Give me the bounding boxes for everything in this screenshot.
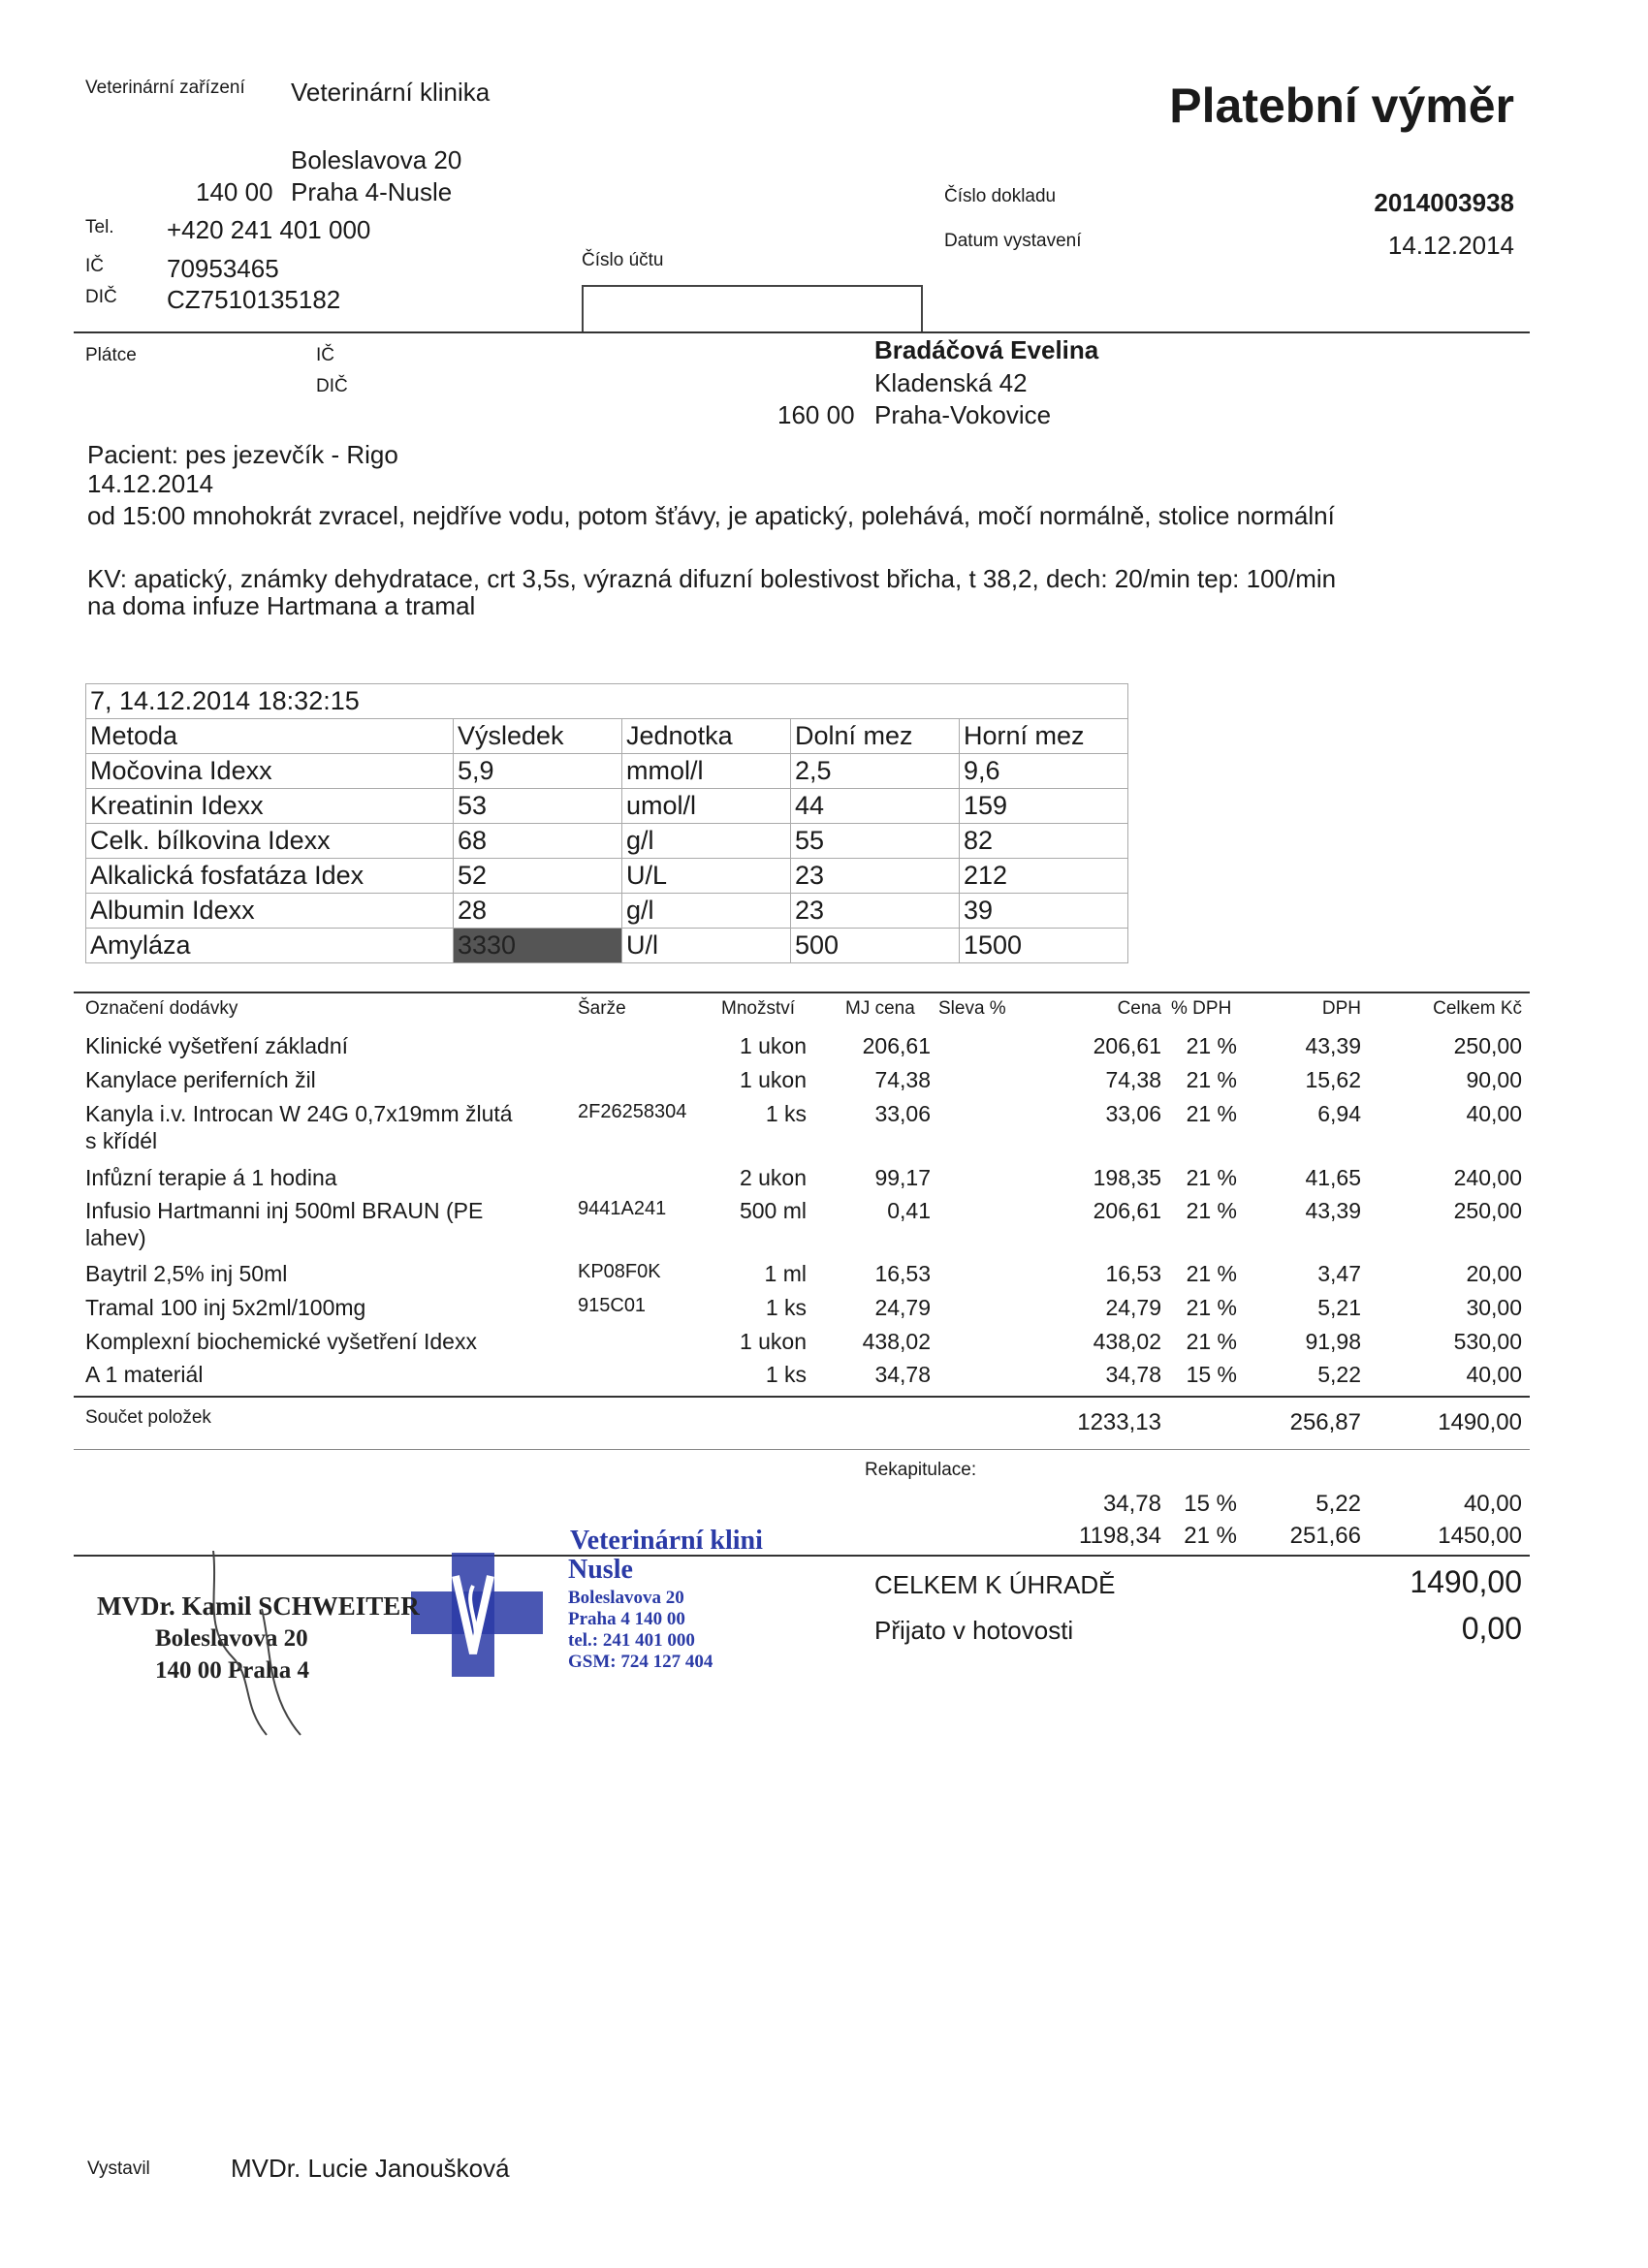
item-unit-price: 99,17 bbox=[874, 1165, 931, 1190]
item-name: Baytril 2,5% inj 50ml bbox=[85, 1261, 288, 1286]
lab-column-headers bbox=[86, 719, 1128, 754]
sum-vat: 256,87 bbox=[1289, 1409, 1361, 1435]
lab-col-unit: Jednotka bbox=[622, 719, 791, 754]
lab-header-row bbox=[86, 684, 1128, 719]
item-qty: 1 ukon bbox=[739, 1067, 807, 1092]
table-row bbox=[0, 1198, 1648, 1256]
sum-divider bbox=[74, 1396, 1530, 1398]
payer-ic-label: IČ bbox=[316, 345, 334, 365]
item-price: 34,78 bbox=[1105, 1362, 1161, 1387]
item-batch: KP08F0K bbox=[578, 1261, 661, 1282]
lab-result: 5,9 bbox=[454, 754, 622, 789]
sum-label: Součet položek bbox=[85, 1407, 211, 1428]
clinic-dic-label: DIČ bbox=[85, 287, 117, 307]
items-col-qty: Množství bbox=[721, 998, 796, 1019]
item-vat: 41,65 bbox=[1305, 1165, 1361, 1190]
payer-label: Plátce bbox=[85, 345, 137, 365]
lab-row bbox=[86, 754, 1128, 789]
item-vat: 91,98 bbox=[1305, 1329, 1361, 1354]
item-name-cont: lahev) bbox=[85, 1225, 146, 1250]
item-name: Kanylace periferních žil bbox=[85, 1067, 316, 1092]
signature-stamp-city: 140 00 Praha 4 bbox=[155, 1657, 310, 1684]
item-qty: 1 ks bbox=[765, 1362, 807, 1387]
item-batch: 2F26258304 bbox=[578, 1101, 687, 1122]
item-unit-price: 206,61 bbox=[862, 1033, 931, 1058]
lab-row bbox=[86, 789, 1128, 824]
stamp-line5: tel.: 241 401 000 bbox=[568, 1630, 695, 1651]
item-unit-price: 24,79 bbox=[874, 1295, 931, 1320]
exam-text: KV: apatický, známky dehydratace, crt 3,5s, výrazná difuzní bolestivost břicha, t 38,2, dech: 20/min tep: 100/min bbox=[87, 564, 1337, 593]
item-total: 250,00 bbox=[1453, 1198, 1522, 1223]
recap-vat-rate: 15 % bbox=[1184, 1491, 1237, 1517]
lab-row bbox=[86, 929, 1128, 963]
payer-name: Bradáčová Evelina bbox=[874, 335, 1099, 364]
lab-method: Celk. bílkovina Idexx bbox=[86, 824, 454, 859]
item-price: 206,61 bbox=[1093, 1033, 1161, 1058]
item-qty: 1 ukon bbox=[739, 1033, 807, 1058]
lab-result: 53 bbox=[454, 789, 622, 824]
item-price: 438,02 bbox=[1093, 1329, 1161, 1354]
lab-unit: g/l bbox=[622, 894, 791, 929]
table-row bbox=[0, 1033, 1648, 1066]
item-vat-rate: 21 % bbox=[1186, 1165, 1237, 1190]
document-title: Platební výměr bbox=[1169, 79, 1514, 133]
lab-upper: 159 bbox=[960, 789, 1128, 824]
lab-result: 28 bbox=[454, 894, 622, 929]
lab-lower: 55 bbox=[791, 824, 960, 859]
lab-unit: mmol/l bbox=[622, 754, 791, 789]
lab-col-result: Výsledek bbox=[454, 719, 622, 754]
clinic-tel: +420 241 401 000 bbox=[167, 215, 371, 244]
lab-col-upper: Horní mez bbox=[960, 719, 1128, 754]
recap-price: 1198,34 bbox=[1079, 1523, 1161, 1549]
item-total: 20,00 bbox=[1466, 1261, 1522, 1286]
item-price: 24,79 bbox=[1105, 1295, 1161, 1320]
item-name: Komplexní biochemické vyšetření Idexx bbox=[85, 1329, 477, 1354]
item-vat-rate: 21 % bbox=[1186, 1033, 1237, 1058]
payer-street: Kladenská 42 bbox=[874, 368, 1028, 397]
item-vat-rate: 21 % bbox=[1186, 1261, 1237, 1286]
lab-unit: g/l bbox=[622, 824, 791, 859]
lab-run-header: 7, 14.12.2014 18:32:15 bbox=[86, 684, 1128, 719]
handwritten-signature-icon bbox=[174, 1551, 320, 1745]
item-unit-price: 34,78 bbox=[874, 1362, 931, 1387]
recap-total: 1450,00 bbox=[1438, 1523, 1522, 1549]
sum-price: 1233,13 bbox=[1077, 1409, 1161, 1435]
item-name: Klinické vyšetření základní bbox=[85, 1033, 349, 1058]
item-qty: 500 ml bbox=[739, 1198, 807, 1223]
payer-zip: 160 00 bbox=[777, 400, 855, 429]
item-total: 240,00 bbox=[1453, 1165, 1522, 1190]
item-qty: 1 ks bbox=[765, 1295, 807, 1320]
issued-by-name: MVDr. Lucie Janoušková bbox=[231, 2154, 510, 2183]
header-divider bbox=[74, 331, 1530, 333]
table-row bbox=[0, 1067, 1648, 1100]
item-price: 33,06 bbox=[1105, 1101, 1161, 1126]
item-name: A 1 materiál bbox=[85, 1362, 204, 1387]
recap-price: 34,78 bbox=[1102, 1491, 1161, 1517]
items-col-vat: DPH bbox=[1321, 998, 1361, 1019]
item-price: 74,38 bbox=[1105, 1067, 1161, 1092]
table-row bbox=[0, 1101, 1648, 1159]
stamp-line1: Veterinární klini bbox=[570, 1526, 763, 1556]
sum-total: 1490,00 bbox=[1438, 1409, 1522, 1435]
account-label: Číslo účtu bbox=[582, 250, 664, 270]
lab-method: Kreatinin Idexx bbox=[86, 789, 454, 824]
items-col-discount: Sleva % bbox=[938, 998, 1006, 1019]
item-vat: 43,39 bbox=[1305, 1033, 1361, 1058]
lab-upper: 82 bbox=[960, 824, 1128, 859]
clinic-dic: CZ7510135182 bbox=[167, 285, 341, 314]
item-price: 198,35 bbox=[1093, 1165, 1161, 1190]
clinic-ic-label: IČ bbox=[85, 256, 104, 276]
item-total: 250,00 bbox=[1453, 1033, 1522, 1058]
issue-date: 14.12.2014 bbox=[1387, 231, 1514, 260]
lab-method: Amyláza bbox=[86, 929, 454, 963]
signature-stamp-street: Boleslavova 20 bbox=[155, 1625, 308, 1652]
item-total: 40,00 bbox=[1466, 1101, 1522, 1126]
lab-row bbox=[86, 859, 1128, 894]
payer-dic-label: DIČ bbox=[316, 376, 348, 396]
clinic-city: Praha 4-Nusle bbox=[291, 177, 453, 206]
recap-total: 40,00 bbox=[1463, 1491, 1522, 1517]
item-total: 530,00 bbox=[1453, 1329, 1522, 1354]
notes-date: 14.12.2014 bbox=[87, 469, 214, 498]
payer-city: Praha-Vokovice bbox=[874, 400, 1052, 429]
lab-result: 52 bbox=[454, 859, 622, 894]
lab-result: 68 bbox=[454, 824, 622, 859]
lab-col-method: Metoda bbox=[86, 719, 454, 754]
stamp-line2: Nusle bbox=[568, 1555, 633, 1585]
vet-cross-logo-icon bbox=[405, 1547, 551, 1683]
item-vat: 5,21 bbox=[1317, 1295, 1361, 1320]
lab-row bbox=[86, 894, 1128, 929]
item-price: 206,61 bbox=[1093, 1198, 1161, 1223]
item-qty: 1 ks bbox=[765, 1101, 807, 1126]
recap-label: Rekapitulace: bbox=[865, 1460, 977, 1480]
item-vat-rate: 21 % bbox=[1186, 1067, 1237, 1092]
items-col-unit-price: MJ cena bbox=[845, 998, 915, 1019]
item-vat: 3,47 bbox=[1317, 1261, 1361, 1286]
lab-method: Albumin Idexx bbox=[86, 894, 454, 929]
table-row bbox=[0, 1362, 1648, 1395]
stamp-line3: Boleslavova 20 bbox=[568, 1588, 684, 1608]
item-vat-rate: 21 % bbox=[1186, 1329, 1237, 1354]
recap-vat: 251,66 bbox=[1289, 1523, 1361, 1549]
lab-unit: U/L bbox=[622, 859, 791, 894]
clinic-label: Veterinární zařízení bbox=[85, 78, 245, 98]
item-batch: 915C01 bbox=[578, 1295, 647, 1316]
lab-unit: U/l bbox=[622, 929, 791, 963]
item-total: 40,00 bbox=[1466, 1362, 1522, 1387]
item-qty: 1 ml bbox=[764, 1261, 807, 1286]
item-unit-price: 438,02 bbox=[862, 1329, 931, 1354]
lab-lower: 44 bbox=[791, 789, 960, 824]
history-text: od 15:00 mnohokrát zvracel, nejdříve vodu, potom šťávy, je apatický, polehává, močí normálně, stolice normální bbox=[87, 501, 1335, 530]
cash-received-label: Přijato v hotovosti bbox=[874, 1616, 1074, 1645]
patient-line: Pacient: pes jezevčík - Rigo bbox=[87, 440, 398, 469]
item-total: 90,00 bbox=[1466, 1067, 1522, 1092]
lab-col-lower: Dolní mez bbox=[791, 719, 960, 754]
item-unit-price: 74,38 bbox=[874, 1067, 931, 1092]
items-col-price: Cena bbox=[1117, 998, 1161, 1019]
item-vat: 5,22 bbox=[1317, 1362, 1361, 1387]
items-col-name: Označení dodávky bbox=[85, 998, 238, 1019]
table-row bbox=[0, 1165, 1648, 1198]
recap-vat-rate: 21 % bbox=[1184, 1523, 1237, 1549]
lab-unit: umol/l bbox=[622, 789, 791, 824]
lab-lower: 23 bbox=[791, 859, 960, 894]
issue-date-label: Datum vystavení bbox=[944, 231, 1082, 251]
stamp-line6: GSM: 724 127 404 bbox=[568, 1652, 713, 1672]
item-name: Infůzní terapie á 1 hodina bbox=[85, 1165, 337, 1190]
table-row bbox=[0, 1261, 1648, 1294]
document-number: 2014003938 bbox=[1374, 188, 1514, 217]
item-vat: 15,62 bbox=[1305, 1067, 1361, 1092]
lab-lower: 500 bbox=[791, 929, 960, 963]
item-batch: 9441A241 bbox=[578, 1198, 667, 1219]
table-row bbox=[0, 1329, 1648, 1362]
lab-upper: 1500 bbox=[960, 929, 1128, 963]
item-vat-rate: 15 % bbox=[1186, 1362, 1237, 1387]
lab-upper: 39 bbox=[960, 894, 1128, 929]
signature-stamp-name: MVDr. Kamil SCHWEITER bbox=[97, 1591, 420, 1621]
item-name: Infusio Hartmanni inj 500ml BRAUN (PE bbox=[85, 1198, 484, 1223]
amount-due: 1490,00 bbox=[1410, 1564, 1522, 1599]
lab-upper: 9,6 bbox=[960, 754, 1128, 789]
lab-method: Močovina Idexx bbox=[86, 754, 454, 789]
item-qty: 1 ukon bbox=[739, 1329, 807, 1354]
item-vat-rate: 21 % bbox=[1186, 1198, 1237, 1223]
lab-result-flagged: 3330 bbox=[454, 929, 622, 963]
items-top-divider bbox=[74, 992, 1530, 993]
item-total: 30,00 bbox=[1466, 1295, 1522, 1320]
lab-upper: 212 bbox=[960, 859, 1128, 894]
sum-bottom-divider bbox=[74, 1449, 1530, 1450]
table-row bbox=[0, 1295, 1648, 1328]
lab-row bbox=[86, 824, 1128, 859]
lab-results-table bbox=[85, 683, 1128, 963]
lab-method: Alkalická fosfatáza Idex bbox=[86, 859, 454, 894]
items-col-total: Celkem Kč bbox=[1433, 998, 1522, 1019]
lab-lower: 2,5 bbox=[791, 754, 960, 789]
stamp-line4: Praha 4 140 00 bbox=[568, 1609, 685, 1629]
item-vat-rate: 21 % bbox=[1186, 1295, 1237, 1320]
items-col-batch: Šarže bbox=[578, 998, 626, 1019]
items-col-vat-rate: % DPH bbox=[1171, 998, 1232, 1019]
clinic-street: Boleslavova 20 bbox=[291, 145, 462, 174]
clinic-zip: 140 00 bbox=[196, 177, 273, 206]
item-name-cont: s křídél bbox=[85, 1128, 158, 1153]
lab-lower: 23 bbox=[791, 894, 960, 929]
item-vat-rate: 21 % bbox=[1186, 1101, 1237, 1126]
cash-received: 0,00 bbox=[1461, 1611, 1522, 1646]
issued-by-label: Vystavil bbox=[87, 2158, 150, 2179]
item-unit-price: 16,53 bbox=[874, 1261, 931, 1286]
clinic-ic: 70953465 bbox=[167, 254, 279, 283]
clinic-name: Veterinární klinika bbox=[291, 78, 491, 107]
item-price: 16,53 bbox=[1105, 1261, 1161, 1286]
document-number-label: Číslo dokladu bbox=[944, 186, 1057, 206]
home-treatment-text: na doma infuze Hartmana a tramal bbox=[87, 591, 476, 620]
item-unit-price: 0,41 bbox=[887, 1198, 931, 1223]
item-name: Tramal 100 inj 5x2ml/100mg bbox=[85, 1295, 366, 1320]
item-unit-price: 33,06 bbox=[874, 1101, 931, 1126]
item-vat: 43,39 bbox=[1305, 1198, 1361, 1223]
recap-vat: 5,22 bbox=[1315, 1491, 1361, 1517]
amount-due-label: CELKEM K ÚHRADĚ bbox=[874, 1570, 1116, 1599]
item-vat: 6,94 bbox=[1317, 1101, 1361, 1126]
item-name: Kanyla i.v. Introcan W 24G 0,7x19mm žlutá bbox=[85, 1101, 513, 1126]
clinic-tel-label: Tel. bbox=[85, 217, 114, 237]
account-number-box bbox=[582, 285, 923, 331]
item-qty: 2 ukon bbox=[739, 1165, 807, 1190]
